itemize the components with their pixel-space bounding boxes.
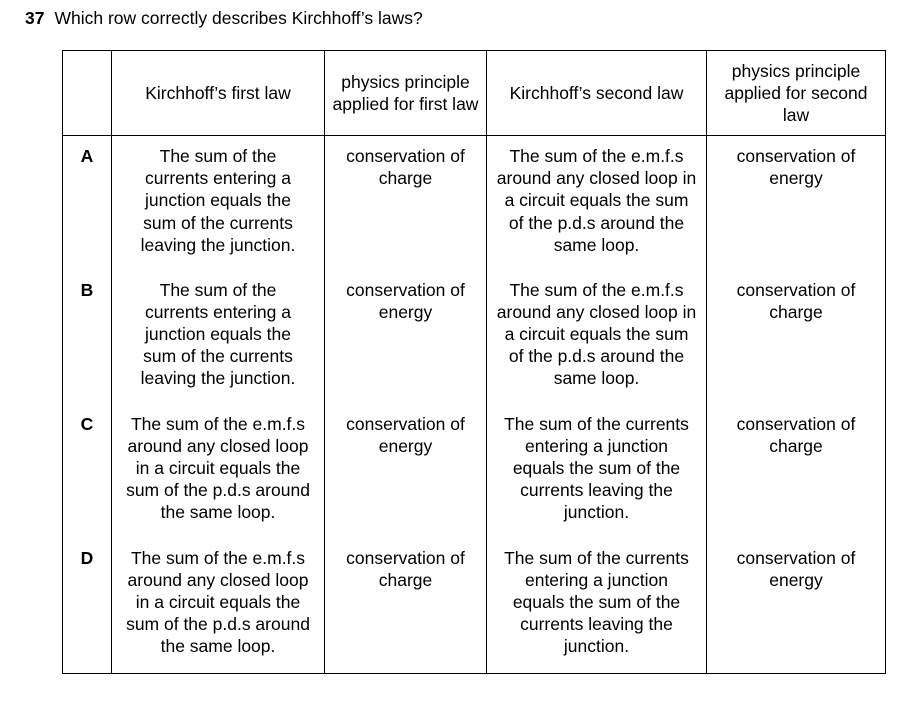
option-row-d[interactable]	[63, 538, 886, 674]
second-principle-cell	[707, 538, 886, 674]
first-law-cell	[112, 270, 325, 404]
option-letter: A	[63, 136, 112, 270]
header-first-principle	[325, 51, 487, 136]
second-law-text: The sum of the e.m.f.s around any closed loop in a circuit equals the sum of the p.d.s around the same loop.	[496, 146, 697, 255]
first-principle-cell	[325, 270, 487, 404]
option-letter: B	[63, 270, 112, 404]
header-second-principle	[707, 51, 886, 136]
header-second-law	[487, 51, 707, 136]
option-row-c[interactable]	[63, 404, 886, 538]
question-text: Which row correctly describes Kirchhoff’s laws?	[54, 8, 423, 28]
second-principle-text: conservation of energy	[736, 547, 856, 590]
second-principle-cell	[707, 136, 886, 270]
first-principle-cell	[325, 538, 487, 674]
header-row	[63, 51, 886, 136]
second-principle-text: conservation of charge	[736, 279, 856, 322]
second-law-cell	[487, 538, 707, 674]
header-first-law-text: Kirchhoff’s first law	[145, 82, 291, 103]
first-law-cell	[112, 136, 325, 270]
question-stem	[25, 7, 423, 29]
header-second-law-text: Kirchhoff’s second law	[509, 82, 684, 103]
answer-table	[62, 50, 886, 674]
option-letter: D	[63, 538, 112, 674]
second-principle-cell	[707, 404, 886, 538]
first-law-cell	[112, 538, 325, 674]
first-law-text: The sum of the e.m.f.s around any closed loop in a circuit equals the sum of the p.d.s around the same loop.	[126, 413, 310, 523]
second-law-cell	[487, 136, 707, 270]
header-second-principle-text: physics principle applied for second law	[724, 60, 868, 126]
first-law-text: The sum of the e.m.f.s around any closed loop in a circuit equals the sum of the p.d.s around the same loop.	[126, 547, 310, 657]
second-principle-text: conservation of energy	[736, 146, 856, 189]
second-law-text: The sum of the currents entering a junction equals the sum of the currents leaving the junction.	[504, 547, 689, 657]
header-first-law	[112, 51, 325, 136]
second-law-cell	[487, 270, 707, 404]
header-letter	[63, 51, 112, 136]
first-principle-text: conservation of charge	[346, 146, 465, 189]
first-principle-text: conservation of energy	[346, 413, 465, 456]
second-principle-text: conservation of charge	[736, 413, 856, 456]
option-row-b[interactable]	[63, 270, 886, 404]
first-law-cell	[112, 404, 325, 538]
option-letter: C	[63, 404, 112, 538]
first-principle-cell	[325, 404, 487, 538]
second-law-text: The sum of the e.m.f.s around any closed loop in a circuit equals the sum of the p.d.s around the same loop.	[496, 279, 697, 389]
second-law-cell	[487, 404, 707, 538]
option-row-a[interactable]	[63, 136, 886, 270]
first-principle-text: conservation of energy	[346, 279, 465, 322]
first-law-text: The sum of the currents entering a junction equals the sum of the currents leaving the junction.	[140, 279, 296, 389]
question-number: 37	[25, 8, 45, 28]
second-law-text: The sum of the currents entering a junction equals the sum of the currents leaving the junction.	[504, 413, 689, 523]
first-principle-cell	[325, 136, 487, 270]
first-law-text: The sum of the currents entering a junction equals the sum of the currents leaving the junction.	[140, 146, 296, 255]
first-principle-text: conservation of charge	[346, 547, 465, 590]
second-principle-cell	[707, 270, 886, 404]
header-first-principle-text: physics principle applied for first law	[332, 71, 479, 114]
